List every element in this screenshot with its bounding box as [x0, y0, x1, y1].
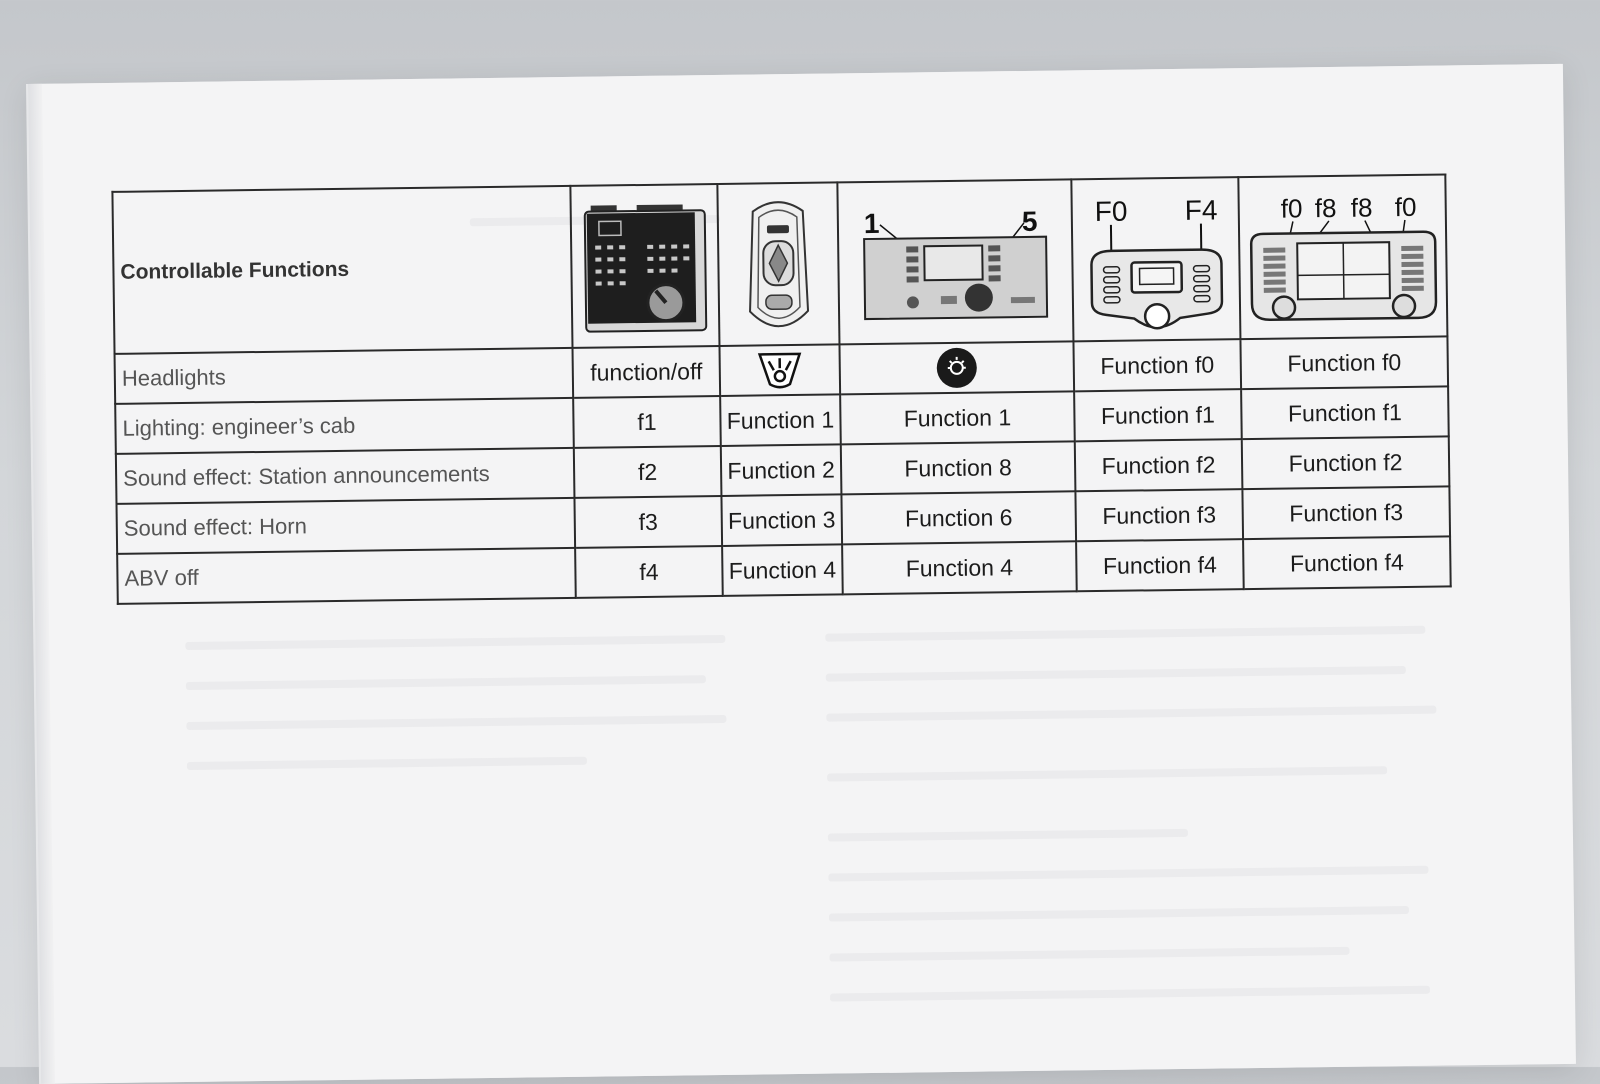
- cell-c1: f3: [574, 496, 722, 548]
- cell-c2: Function 3: [721, 494, 842, 546]
- device-cell-5: [1238, 174, 1447, 339]
- row-label: Sound effect: Horn: [117, 498, 576, 554]
- cell-c5: Function f3: [1242, 486, 1450, 539]
- control-unit-icon: [580, 196, 710, 336]
- control-panel-1-5-icon: [860, 201, 1052, 323]
- label-f8-a: f8: [1314, 193, 1336, 223]
- label-f0-a: f0: [1280, 193, 1302, 223]
- cell-c1: function/off: [573, 346, 721, 398]
- cell-c5: Function f1: [1241, 386, 1449, 439]
- label-f0-b: f0: [1394, 192, 1416, 222]
- cell-c2: [719, 344, 840, 396]
- cell-c2: Function 4: [722, 544, 843, 596]
- label-1: 1: [864, 208, 880, 239]
- cell-c1: f2: [574, 446, 722, 498]
- cell-c3: [839, 341, 1074, 394]
- central-station-f0-f8-icon: [1244, 186, 1442, 329]
- row-label: ABV off: [117, 548, 576, 604]
- mobile-station-f0-f4-icon: [1080, 185, 1232, 333]
- label-f8-b: f8: [1350, 192, 1372, 222]
- cell-c5: Function f0: [1240, 336, 1448, 389]
- table-header-row: [112, 174, 1447, 353]
- cell-c5: Function f2: [1242, 436, 1450, 489]
- cell-c1: f1: [573, 396, 721, 448]
- device-cell-4: [1071, 177, 1240, 341]
- headlight-symbol-icon: [756, 350, 805, 391]
- controllable-functions-table: [111, 173, 1451, 604]
- device-cell-3: [837, 179, 1073, 344]
- cell-c4: Function f4: [1076, 539, 1244, 591]
- cell-c4: Function f0: [1073, 339, 1241, 391]
- cell-c3: Function 6: [841, 491, 1076, 544]
- cell-c3: Function 4: [842, 541, 1077, 594]
- table-title: Controllable Functions: [112, 186, 572, 354]
- device-cell-1: [570, 184, 719, 348]
- cell-c5: Function f4: [1243, 536, 1451, 589]
- label-f0-upper: F0: [1094, 196, 1127, 227]
- cell-c4: Function f1: [1074, 389, 1242, 441]
- cell-c3: Function 1: [840, 391, 1075, 444]
- manual-page: [28, 64, 1576, 1084]
- device-cell-2: [717, 182, 839, 346]
- cell-c3: Function 8: [841, 441, 1076, 494]
- row-label: Sound effect: Station announcements: [116, 448, 575, 504]
- cell-c1: f4: [575, 546, 723, 598]
- mobile-station-handheld-icon: [740, 191, 816, 338]
- cell-c2: Function 1: [720, 394, 841, 446]
- page-edge: [28, 84, 55, 1084]
- label-5: 5: [1022, 206, 1038, 237]
- row-label: Headlights: [115, 348, 574, 404]
- cell-c2: Function 2: [721, 444, 842, 496]
- label-f4-upper: F4: [1184, 194, 1217, 225]
- row-label: Lighting: engineer’s cab: [115, 398, 574, 454]
- cell-c4: Function f2: [1075, 439, 1243, 491]
- light-bulb-icon: [936, 347, 979, 390]
- cell-c4: Function f3: [1075, 489, 1243, 541]
